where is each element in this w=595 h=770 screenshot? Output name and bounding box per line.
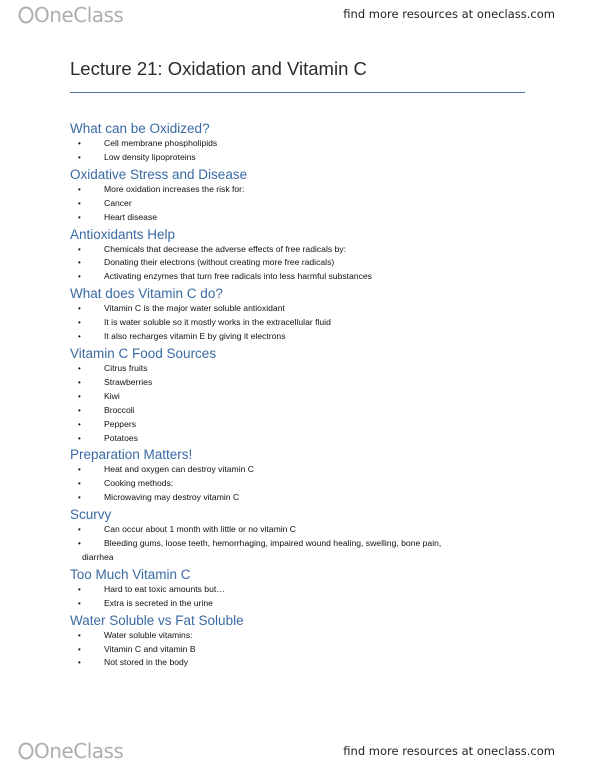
bullet-list [70,137,540,165]
list-item-text: It also recharges vitamin E by giving it electrons [104,331,286,342]
bullet-list [70,362,540,445]
bullet-icon: • [78,184,81,194]
bullet-icon: • [78,318,81,328]
section-antioxidants [70,226,540,285]
bullet-icon: • [78,391,81,401]
list-item-text: Donating their electrons (without creating more free radicals) [104,257,335,268]
list-item-text: Vitamin C and vitamin B [104,643,196,654]
bullet-icon: • [78,493,81,503]
bullet-icon: • [78,258,81,268]
bullet-list [70,302,540,344]
bullet-icon: • [78,332,81,342]
list-item [70,629,540,643]
section-heading: Too Much Vitamin C [70,566,191,582]
list-item [70,643,540,657]
bullet-icon: • [78,539,81,549]
list-item [70,243,540,257]
section-heading: Scurvy [70,507,112,523]
document-body [70,120,540,671]
list-item-text: Cancer [104,197,132,208]
list-item [70,197,540,211]
list-item-text: Kiwi [104,390,120,401]
list-item-text: Vitamin C is the major water soluble antioxidant [104,303,285,314]
list-item-text: Bleeding gums, loose teeth, hemorrhaging, impaired wound healing, swelling, bone pain, [104,538,442,549]
list-item [70,316,540,330]
list-item-text: More oxidation increases the risk for: [104,183,245,194]
section-heading: Preparation Matters! [70,447,193,463]
bullet-icon: • [78,405,81,415]
section-oxidized [70,120,540,165]
list-item-text: Low density lipoproteins [104,151,196,162]
list-item-text: Can occur about 1 month with little or no vitamin C [104,524,297,535]
bullet-list [70,243,540,285]
resources-link[interactable]: find more resources at oneclass.com [343,7,555,21]
list-item-text: Heat and oxygen can destroy vitamin C [104,464,254,475]
oneclass-logo[interactable] [18,4,123,26]
list-item-text: Hard to eat toxic amounts but… [104,583,225,594]
section-water-vs-fat [70,612,540,671]
bullet-icon: • [78,419,81,429]
logo-text: OneClass [34,739,124,763]
list-item [70,477,540,491]
list-item-text: Cooking methods: [104,478,174,489]
section-oxidative-stress [70,166,540,225]
section-heading: Water Soluble vs Fat Soluble [70,612,244,628]
bullet-icon: • [78,465,81,475]
list-item [70,376,540,390]
bullet-icon: • [78,598,81,608]
bullet-icon: • [78,244,81,254]
oneclass-logo-icon [18,742,34,760]
list-item [70,597,540,611]
list-item [70,537,540,565]
section-heading: What can be Oxidized? [70,121,210,136]
title-divider [70,92,525,93]
list-item [70,656,540,670]
section-food-sources [70,345,540,445]
list-item-text: Extra is secreted in the urine [104,597,213,608]
list-item-text: Heart disease [104,211,158,222]
bullet-icon: • [78,304,81,314]
bullet-icon: • [78,644,81,654]
section-preparation [70,446,540,505]
list-item [70,523,540,537]
list-item [70,583,540,597]
bullet-icon: • [78,433,81,443]
bullet-icon: • [78,377,81,387]
bullet-icon: • [78,584,81,594]
section-heading: Vitamin C Food Sources [70,345,217,361]
list-item-text: It is water soluble so it mostly works in the extracellular fluid [104,317,331,328]
oneclass-logo-icon [18,6,34,24]
list-item-text: Not stored in the body [104,657,189,668]
list-item-text: Water soluble vitamins: [104,629,193,640]
bullet-icon: • [78,272,81,282]
list-item [70,491,540,505]
list-item-text: Cell membrane phospholipids [104,138,218,148]
list-item [70,211,540,225]
bullet-icon: • [78,198,81,208]
footer-resources-link[interactable]: find more resources at oneclass.com [343,744,555,758]
list-item [70,463,540,477]
bullet-list [70,583,540,611]
bullet-icon: • [78,152,81,162]
list-item-text: Activating enzymes that turn free radicals into less harmful substances [104,271,372,282]
section-scurvy [70,506,540,565]
section-too-much [70,566,540,611]
list-item [70,183,540,197]
list-item-text: Potatoes [104,432,138,443]
list-item-text: Microwaving may destroy vitamin C [104,492,240,503]
bullet-icon: • [78,630,81,640]
list-item-text: Chemicals that decrease the adverse effects of free radicals by: [104,243,347,254]
list-item [70,432,540,446]
bullet-icon: • [78,525,81,535]
list-item-text: Broccoli [104,404,135,415]
list-item [70,256,540,270]
bullet-list [70,183,540,225]
section-heading: Antioxidants Help [70,226,176,242]
section-heading: Oxidative Stress and Disease [70,166,248,182]
list-item [70,418,540,432]
list-item-text: Strawberries [104,376,153,387]
bullet-icon: • [78,139,81,148]
page-title: Lecture 21: Oxidation and Vitamin C [70,58,367,79]
bullet-list [70,629,540,671]
logo-text: OneClass [34,3,124,27]
list-item [70,404,540,418]
list-item [70,151,540,165]
oneclass-footer-logo[interactable] [18,740,123,762]
section-heading: What does Vitamin C do? [70,286,223,302]
list-item-text: Peppers [104,418,137,429]
list-item [70,270,540,284]
list-item-text: Citrus fruits [104,362,148,373]
bullet-icon: • [78,479,81,489]
bullet-icon: • [78,212,81,222]
list-item-continuation: diarrhea [82,551,114,562]
list-item [70,330,540,344]
list-item [70,137,540,151]
list-item [70,302,540,316]
bullet-icon: • [78,658,81,668]
bullet-list [70,463,540,505]
section-vitamin-c-role [70,285,540,344]
list-item [70,362,540,376]
bullet-list [70,523,540,565]
list-item [70,390,540,404]
bullet-icon: • [78,363,81,373]
